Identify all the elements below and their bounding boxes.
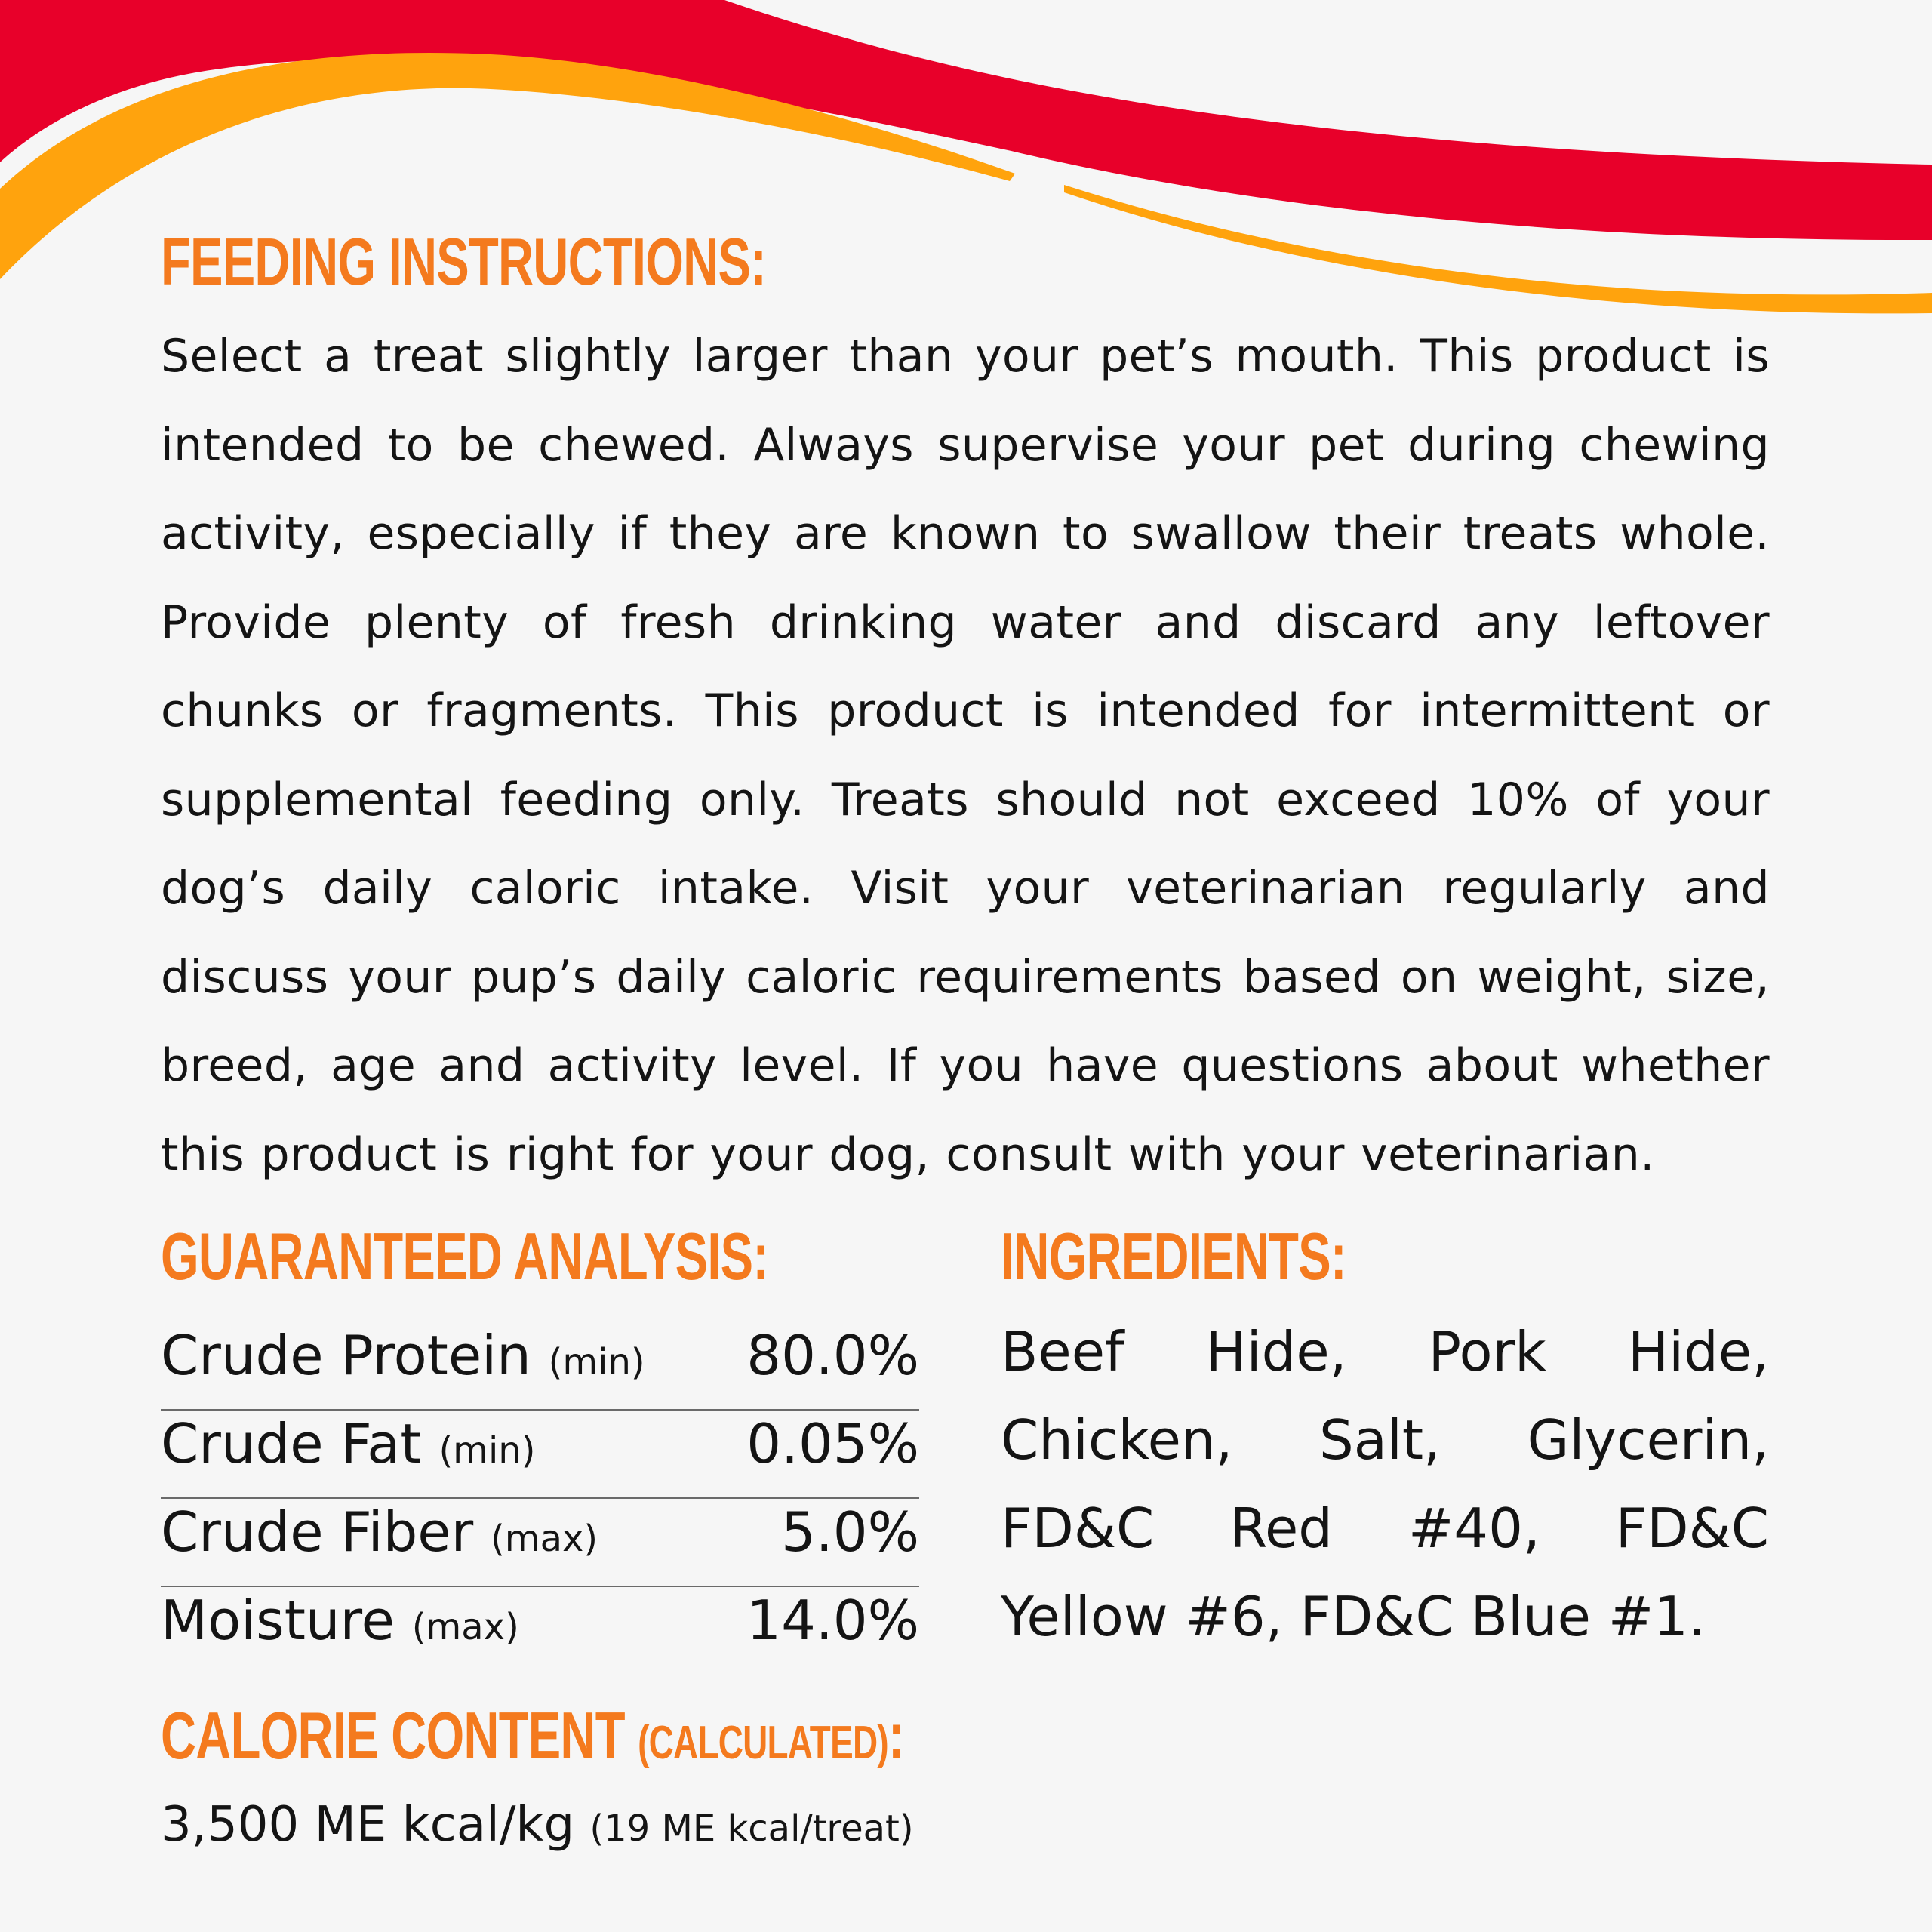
guaranteed-analysis-table — [161, 1322, 919, 1675]
red-wave — [0, 0, 1932, 240]
analysis-row-crude-fat — [161, 1411, 919, 1499]
feeding-instructions-text: Select a treat slightly larger than your pet’s mouth. This product is intended to be chewed. Always supervise your pet during chewing activity, especially if they are known to swallow their treats whole. Provide plenty of fresh drinking water and discard any leftover chunks or fragments. This product is intended for intermittent or supplemental feeding only. Treats should not exceed 10% of your dog’s daily caloric intake. Visit your veterinarian regularly and discuss your pup’s daily caloric requirements based on weight, size, breed, age and activity level. If you have questions about whether this product is right for your dog, consult with your veterinarian. — [161, 330, 1770, 1181]
guaranteed-analysis-title: GUARANTEED ANALYSIS: — [161, 1219, 769, 1294]
analysis-label: Crude Fiber (max) — [161, 1500, 598, 1564]
analysis-row-crude-fiber — [161, 1499, 919, 1587]
analysis-label: Crude Fat (min) — [161, 1412, 536, 1475]
analysis-value: 14.0% — [746, 1589, 919, 1652]
calorie-content-title: CALORIE CONTENT (CALCULATED): — [161, 1698, 904, 1773]
feeding-instructions-title: FEEDING INSTRUCTIONS: — [161, 224, 767, 299]
analysis-value: 0.05% — [746, 1412, 919, 1475]
analysis-row-crude-protein — [161, 1322, 919, 1411]
calorie-content-qualifier: (CALCULATED) — [638, 1717, 888, 1769]
analysis-label: Crude Protein (min) — [161, 1324, 645, 1387]
analysis-qualifier: (max) — [411, 1606, 519, 1648]
analysis-value: 5.0% — [781, 1500, 919, 1564]
calorie-content-value: 3,500 ME kcal/kg (19 ME kcal/treat) — [161, 1797, 914, 1853]
analysis-qualifier: (max) — [491, 1518, 598, 1560]
ingredients-title: INGREDIENTS: — [1001, 1219, 1346, 1294]
analysis-qualifier: (min) — [548, 1341, 645, 1383]
analysis-label: Moisture (max) — [161, 1589, 519, 1652]
analysis-row-moisture — [161, 1587, 919, 1675]
calorie-per-treat: (19 ME kcal/treat) — [589, 1807, 914, 1850]
analysis-value: 80.0% — [746, 1324, 919, 1387]
analysis-qualifier: (min) — [438, 1429, 536, 1472]
ingredients-text: Beef Hide, Pork Hide, Chicken, Salt, Glycerin, FD&C Red #40, FD&C Yellow #6, FD&C Blue #1. — [1001, 1320, 1769, 1648]
